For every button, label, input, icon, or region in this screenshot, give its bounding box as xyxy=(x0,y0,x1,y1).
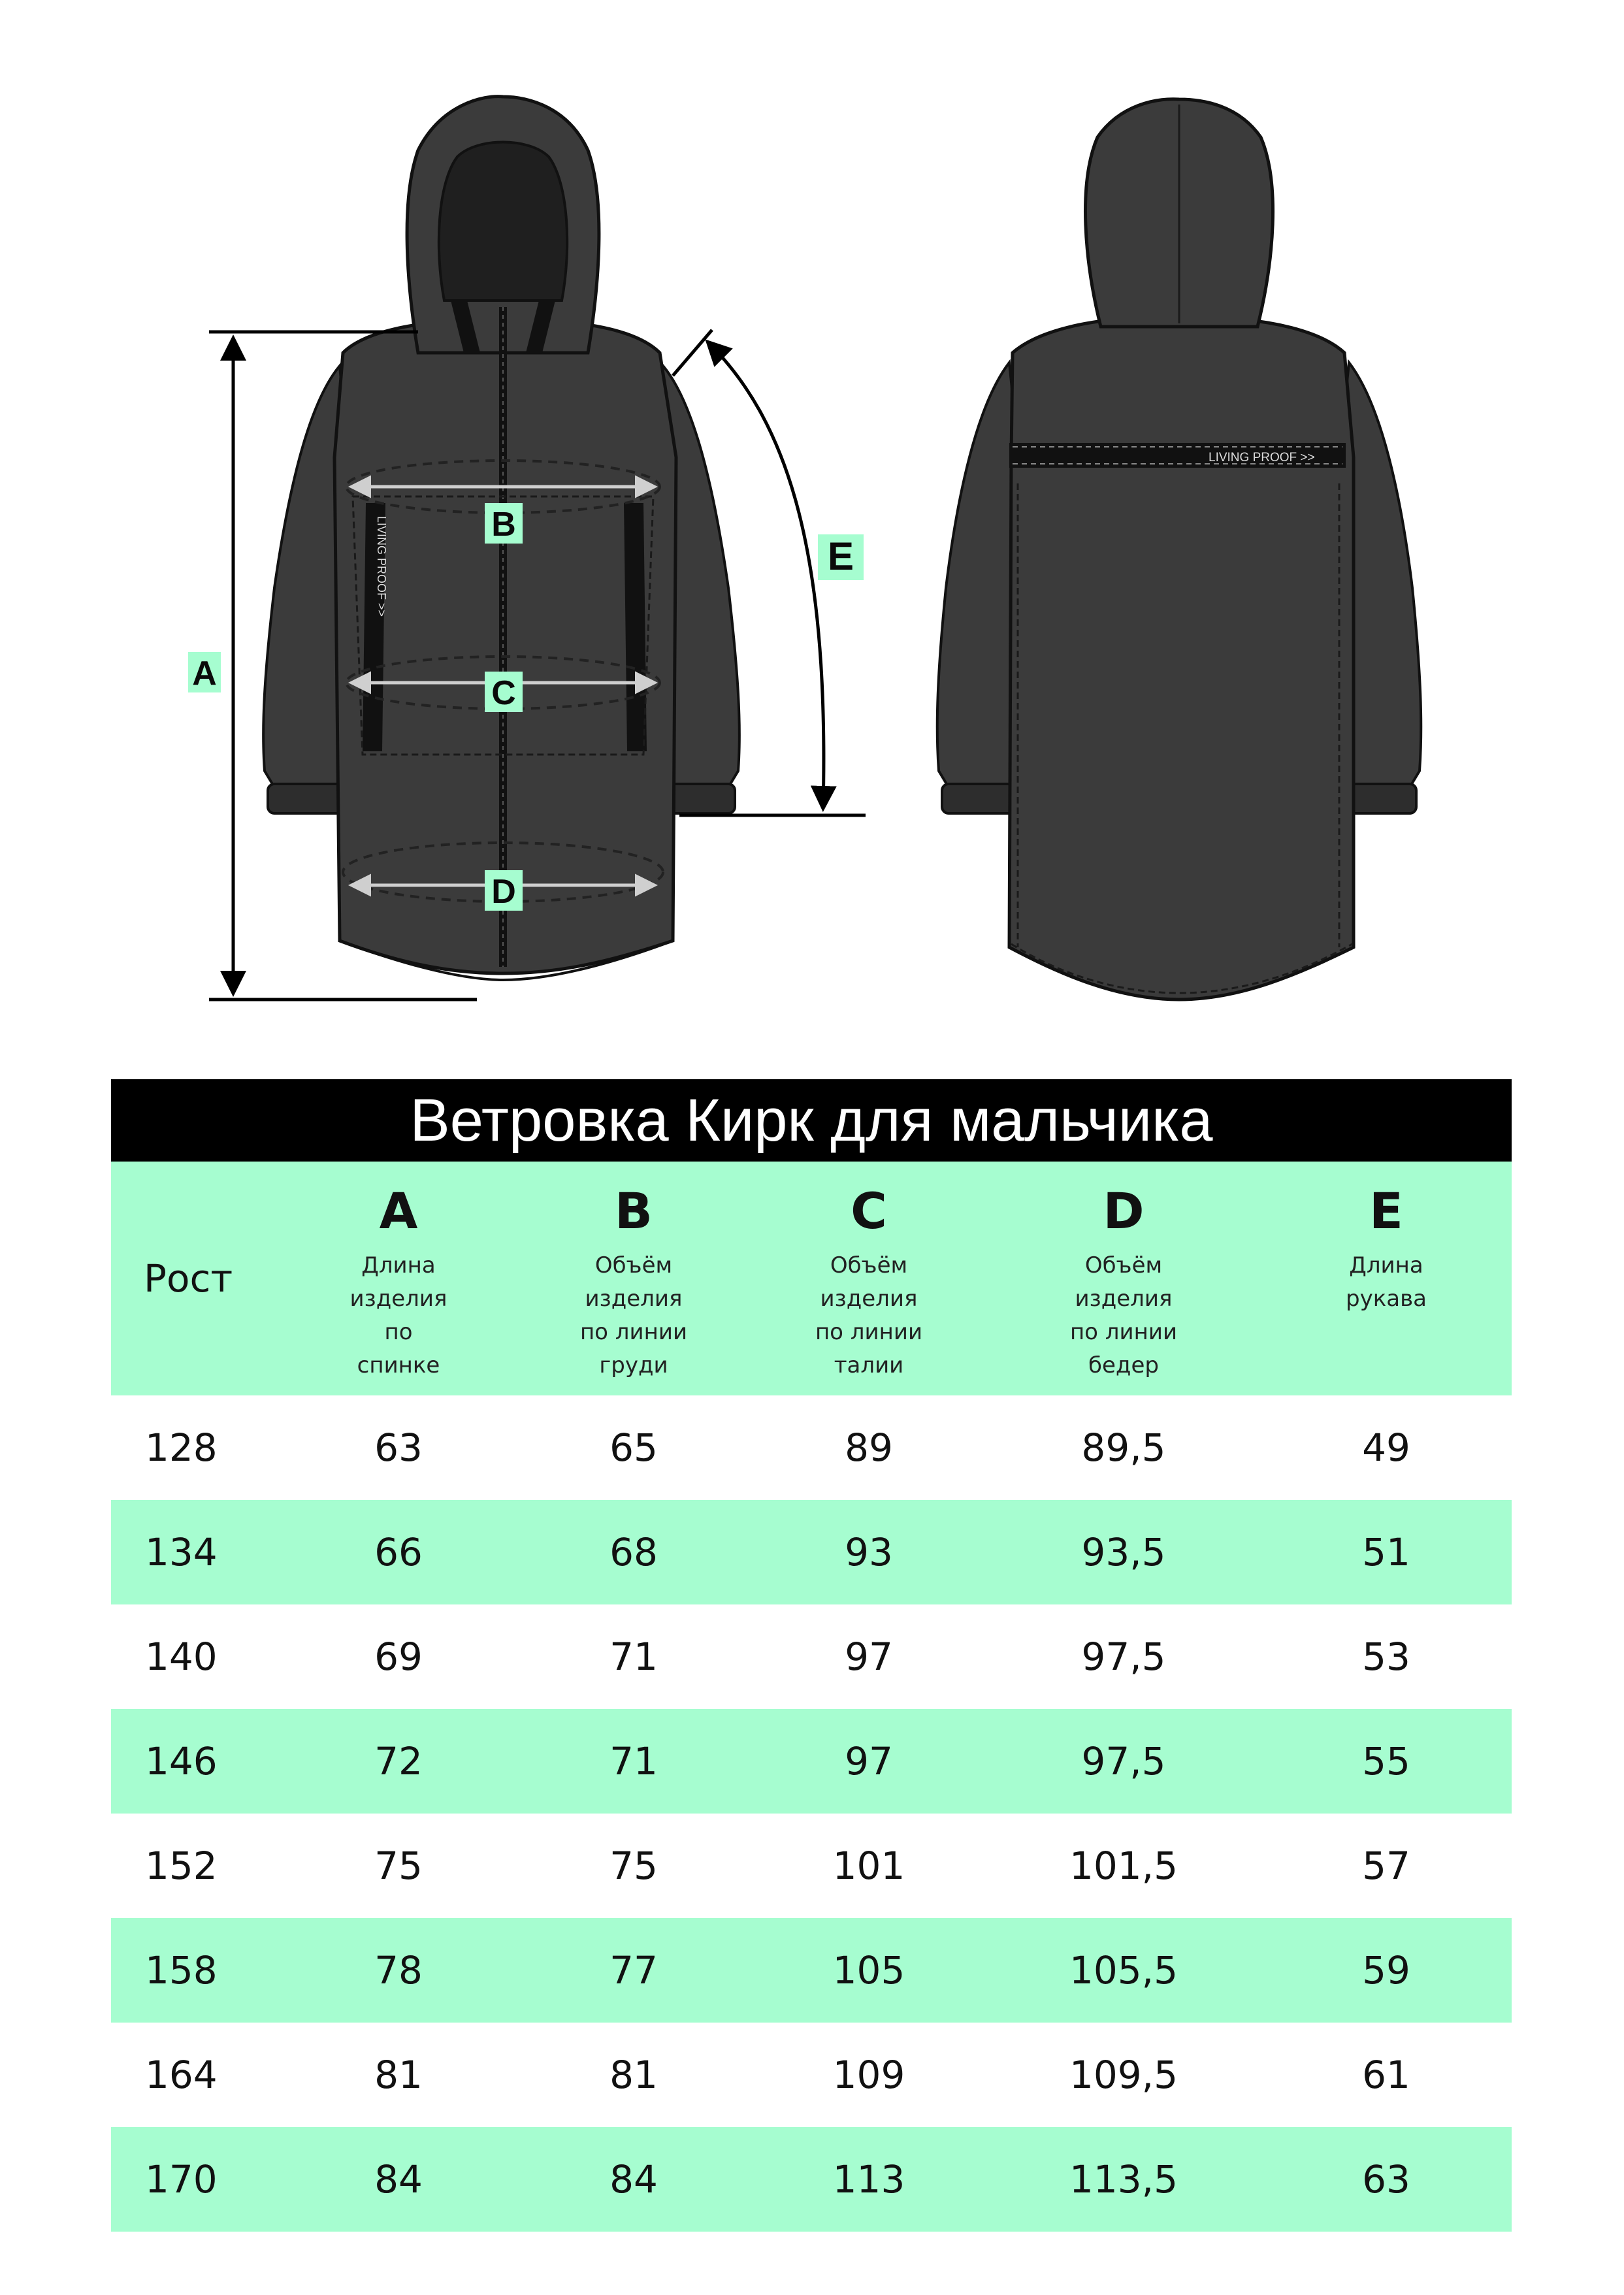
cell-rost: 164 xyxy=(145,2053,218,2097)
cell-a: 69 xyxy=(374,1635,423,1679)
cell-b: 71 xyxy=(609,1739,658,1783)
header-desc-b: Объём изделия по линии груди xyxy=(579,1252,688,1378)
front-tape-text: LIVING PROOF >> xyxy=(375,516,388,617)
back-jacket xyxy=(937,99,1421,1000)
svg-text:A: A xyxy=(192,655,217,692)
cell-c: 101 xyxy=(832,1844,905,1888)
cell-a: 81 xyxy=(374,2053,423,2097)
cell-rost: 170 xyxy=(145,2157,218,2202)
header-letter-d: D xyxy=(1103,1182,1145,1240)
size-table xyxy=(111,1079,1512,2232)
header-desc-d: Объём изделия по линии бедер xyxy=(1069,1252,1178,1378)
label-b xyxy=(485,503,523,544)
header-letter-e: E xyxy=(1369,1182,1403,1240)
svg-text:D: D xyxy=(491,873,516,911)
cell-rost: 140 xyxy=(145,1635,218,1679)
header-col-b xyxy=(516,1162,751,1395)
table-row xyxy=(111,2127,1512,2232)
table-title: Ветровка Кирк для мальчика xyxy=(111,1079,1512,1162)
header-letter-a: A xyxy=(379,1182,418,1240)
cell-rost: 152 xyxy=(145,1844,218,1888)
cell-e: 51 xyxy=(1362,1530,1410,1574)
header-desc-e: Длина рукава xyxy=(1346,1252,1427,1312)
cell-b: 65 xyxy=(609,1425,658,1470)
cell-d: 109,5 xyxy=(1069,2053,1178,2097)
svg-text:C: C xyxy=(491,674,516,712)
cell-b: 71 xyxy=(609,1635,658,1679)
cell-d: 105,5 xyxy=(1069,1948,1178,1993)
back-tape-text: LIVING PROOF >> xyxy=(1209,451,1315,464)
cell-e: 61 xyxy=(1362,2053,1410,2097)
cell-a: 75 xyxy=(374,1844,423,1888)
cell-b: 81 xyxy=(609,2053,658,2097)
cell-d: 89,5 xyxy=(1081,1425,1166,1470)
cell-e: 55 xyxy=(1362,1739,1410,1783)
cell-c: 97 xyxy=(845,1635,893,1679)
cell-a: 72 xyxy=(374,1739,423,1783)
table-row xyxy=(111,1500,1512,1604)
header-col-a xyxy=(281,1162,516,1395)
cell-rost: 158 xyxy=(145,1948,218,1993)
header-col-d xyxy=(986,1162,1261,1395)
cell-e: 53 xyxy=(1362,1635,1410,1679)
cell-b: 68 xyxy=(609,1530,658,1574)
cell-e: 59 xyxy=(1362,1948,1410,1993)
svg-text:B: B xyxy=(491,506,516,544)
table-row xyxy=(111,1918,1512,2023)
cell-d: 113,5 xyxy=(1069,2157,1178,2202)
cell-rost: 128 xyxy=(145,1425,218,1470)
jacket-drawing xyxy=(0,0,1624,1058)
label-e xyxy=(818,534,864,580)
cell-c: 105 xyxy=(832,1948,905,1993)
cell-c: 93 xyxy=(845,1530,893,1574)
cell-a: 63 xyxy=(374,1425,423,1470)
svg-text:E: E xyxy=(827,534,854,578)
header-letter-b: B xyxy=(615,1182,653,1240)
table-row xyxy=(111,1709,1512,1814)
cell-c: 109 xyxy=(832,2053,905,2097)
cell-rost: 146 xyxy=(145,1739,218,1783)
table-row xyxy=(111,2023,1512,2127)
table-row xyxy=(111,1814,1512,1918)
table-header xyxy=(111,1162,1512,1395)
cell-a: 66 xyxy=(374,1530,423,1574)
cell-e: 57 xyxy=(1362,1844,1410,1888)
cell-a: 78 xyxy=(374,1948,423,1993)
cell-d: 97,5 xyxy=(1081,1739,1166,1783)
cell-d: 101,5 xyxy=(1069,1844,1178,1888)
cell-c: 97 xyxy=(845,1739,893,1783)
header-desc-c: Объём изделия по линии талии xyxy=(815,1252,923,1378)
cell-d: 97,5 xyxy=(1081,1635,1166,1679)
front-jacket xyxy=(188,97,866,1000)
cell-b: 84 xyxy=(609,2157,658,2202)
label-c xyxy=(485,672,523,712)
cell-e: 49 xyxy=(1362,1425,1410,1470)
cell-e: 63 xyxy=(1362,2157,1410,2202)
cell-a: 84 xyxy=(374,2157,423,2202)
header-col-e xyxy=(1261,1162,1512,1395)
label-a xyxy=(188,652,221,692)
table-row xyxy=(111,1395,1512,1500)
cell-rost: 134 xyxy=(145,1530,218,1574)
table-row xyxy=(111,1604,1512,1709)
label-d xyxy=(485,870,523,911)
header-rost: Рост xyxy=(144,1256,233,1301)
cell-b: 77 xyxy=(609,1948,658,1993)
header-col-c xyxy=(751,1162,986,1395)
header-letter-c: C xyxy=(851,1182,887,1240)
jacket-illustration xyxy=(0,0,1624,1058)
cell-d: 93,5 xyxy=(1081,1530,1166,1574)
cell-b: 75 xyxy=(609,1844,658,1888)
cell-c: 89 xyxy=(845,1425,893,1470)
header-desc-a: Длина изделия по спинке xyxy=(349,1252,447,1378)
cell-c: 113 xyxy=(832,2157,905,2202)
